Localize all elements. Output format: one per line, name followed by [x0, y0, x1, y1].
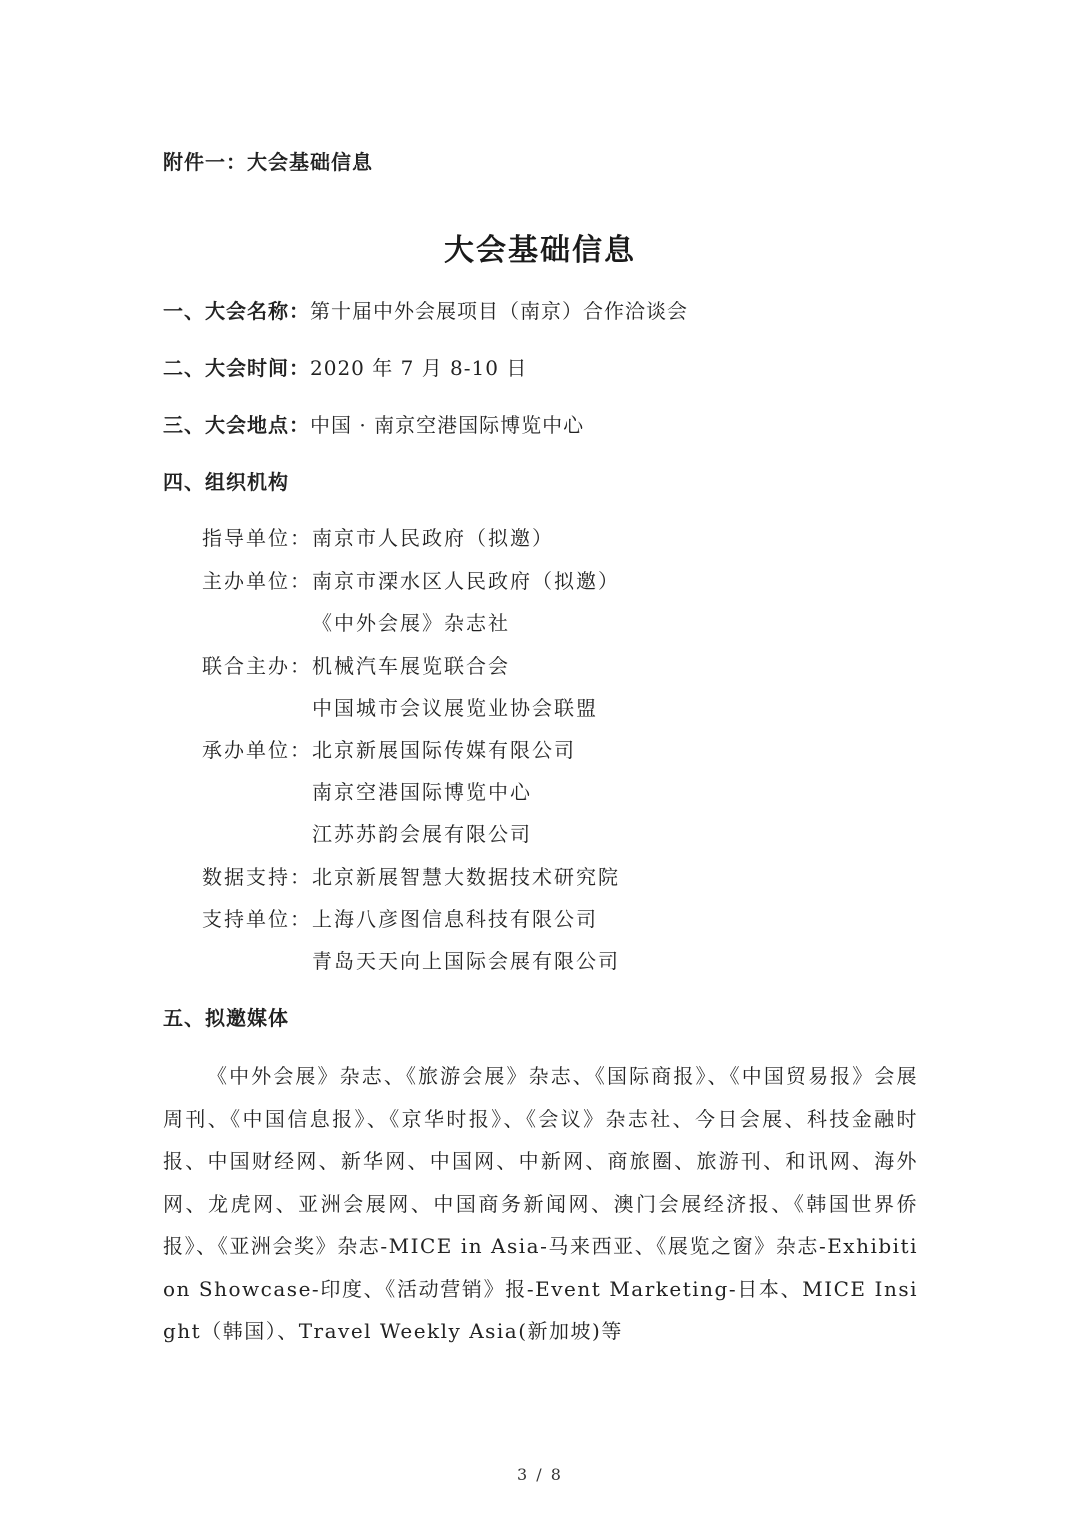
org-label-support: 支持单位：	[202, 907, 312, 931]
org-value: 北京新展国际传媒有限公司	[312, 738, 576, 762]
section-media	[163, 1002, 289, 1031]
section-label: 一、大会名称：	[163, 299, 310, 323]
org-value: 上海八彦图信息科技有限公司	[312, 907, 598, 931]
section-label: 二、大会时间：	[163, 356, 310, 380]
org-value: 北京新展智慧大数据技术研究院	[312, 865, 620, 889]
section-conference-venue	[163, 409, 584, 438]
org-value: 青岛天天向上国际会展有限公司	[312, 949, 620, 973]
org-label-co-host: 联合主办：	[202, 654, 312, 678]
section-value: 第十届中外会展项目（南京）合作洽谈会	[310, 299, 688, 323]
org-value: 中国城市会议展览业协会联盟	[312, 696, 598, 720]
section-organization	[163, 466, 289, 495]
org-label-data-support: 数据支持：	[202, 865, 312, 889]
org-value: 南京市人民政府（拟邀）	[312, 526, 554, 550]
section-label: 三、大会地点：	[163, 413, 310, 437]
section-conference-time	[163, 352, 527, 381]
page-title: 大会基础信息	[444, 233, 636, 268]
media-paragraph: 《中外会展》杂志、《旅游会展》杂志、《国际商报》、《中国贸易报》会展周刊、《中国信息报》、《京华时报》、《会议》杂志社、今日会展、科技金融时报、中国财经网、新华网、中国网、中新网、商旅圈、旅游刊、和讯网、海外网、龙虎网、亚洲会展网、中国商务新闻网、澳门会展经济报、《韩国世界侨报》、《亚洲会奖》杂志-MICE in Asia-马来西亚、《展览之窗》杂志-Exhibition Showcase-印度、《活动营销》报-Event Marketing-日本、MICE Insight（韩国）、Travel Weekly Asia(新加坡)等	[163, 1064, 918, 1343]
org-label-host: 主办单位：	[202, 569, 312, 593]
org-value: 江苏苏韵会展有限公司	[312, 822, 532, 846]
org-value: 机械汽车展览联合会	[312, 654, 510, 678]
org-label-organizer: 承办单位：	[202, 738, 312, 762]
section-value: 中国 · 南京空港国际博览中心	[310, 413, 585, 437]
org-value: 南京市溧水区人民政府（拟邀）	[312, 569, 620, 593]
attachment-heading: 附件一：大会基础信息	[163, 150, 373, 174]
org-value: 《中外会展》杂志社	[312, 611, 510, 635]
section-value: 2020 年 7 月 8-10 日	[310, 356, 528, 380]
section-conference-name	[163, 295, 688, 324]
section-label: 五、拟邀媒体	[163, 1006, 289, 1030]
org-label-guidance: 指导单位：	[202, 526, 312, 550]
org-value: 南京空港国际博览中心	[312, 780, 532, 804]
page-number: 3 / 8	[517, 1465, 563, 1484]
section-label: 四、组织机构	[163, 470, 289, 494]
